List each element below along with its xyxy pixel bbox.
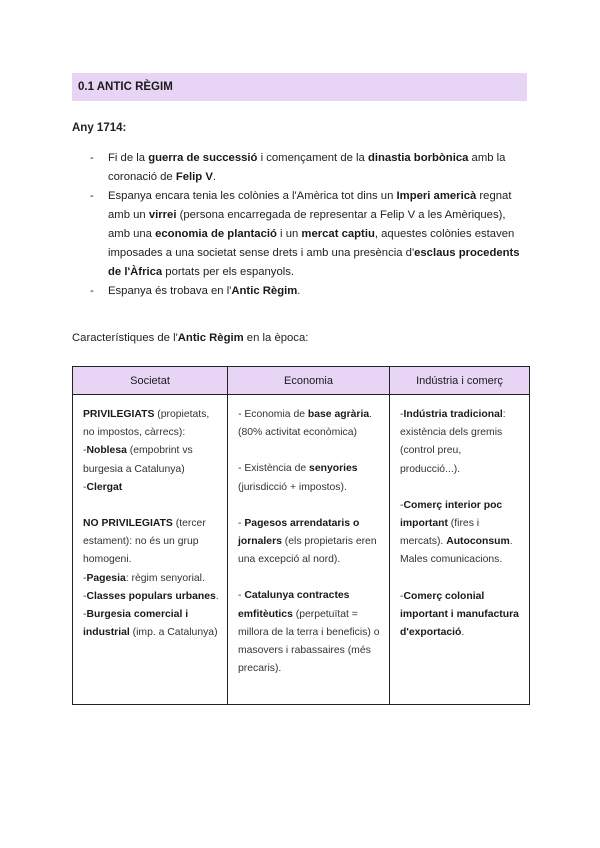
bullet-text	[108, 152, 505, 183]
text-run: Espanya és trobava en l'	[108, 285, 232, 297]
bold-text: mercat captiu	[301, 228, 375, 240]
cell-block	[238, 587, 381, 678]
bold-text: Pagesos arrendataris o jornalers	[238, 517, 360, 548]
text-run: .	[461, 627, 465, 639]
bullet-list	[88, 149, 528, 301]
text-run: Fi de la	[108, 152, 149, 164]
text-run: . Males comunicacions.	[400, 536, 513, 566]
bold-text: Classes populars urbanes	[86, 590, 216, 602]
text-run: , aquestes colònies estaven imposades a una societat sense drets i amb una presència d'	[108, 228, 515, 259]
text-run: (propietats, no impostos, càrrecs):	[83, 409, 210, 439]
bold-text: Imperi americà	[396, 190, 477, 202]
text-run: -	[83, 572, 87, 584]
text-run: (perpetuïtat = millora de la terra i beneficis) o masovers i rabassaires (més precaris).	[238, 608, 380, 675]
bold-text: Catalunya contractes emfitèutics	[238, 590, 350, 620]
bold-text: dinastia borbònica	[367, 152, 469, 164]
cell-block	[400, 497, 521, 570]
bold-text: senyories	[309, 463, 358, 475]
text-run: i un	[276, 228, 302, 240]
text-run: Espanya encara tenia les colònies a l'Amèrica tot dins un	[108, 190, 397, 202]
text-run: : existència dels gremis (control preu, producció...).	[400, 409, 506, 475]
characteristics-table	[72, 366, 530, 705]
table-row	[73, 395, 530, 705]
text-run: .	[297, 285, 301, 297]
text-run: -	[400, 499, 404, 511]
cell-block	[83, 515, 219, 642]
bold-text: NO PRIVILEGIATS	[83, 518, 173, 530]
cell-industria	[390, 395, 530, 705]
list-item	[88, 149, 528, 187]
text-run: .	[215, 590, 219, 602]
list-item	[88, 282, 528, 301]
list-item	[88, 187, 528, 282]
bold-text: Autoconsum	[446, 536, 510, 548]
bold-text: virrei	[148, 209, 177, 221]
text-run: -	[83, 445, 87, 457]
text-run: .	[212, 171, 217, 183]
text-run: (persona encarregada de representar a Felip V a les Amèriques), amb una	[108, 209, 506, 240]
text-run: . (80% activitat econòmica)	[238, 409, 373, 439]
column-header-societat: Societat	[73, 367, 228, 395]
bold-text: Felip V	[175, 171, 213, 183]
bold-text: economia de plantació	[155, 228, 277, 240]
text-run: (imp. a Catalunya)	[129, 627, 218, 639]
bullet-marker: -	[90, 152, 94, 164]
cell-block	[83, 406, 219, 497]
text-run: (fires i mercats).	[400, 518, 480, 548]
text-run: -	[400, 590, 404, 602]
text-run: - Economia de	[238, 409, 308, 420]
bold-text: PRIVILEGIATS	[83, 409, 155, 420]
text-run: en la època:	[243, 332, 309, 344]
text-run: regnat amb un	[108, 190, 512, 221]
cell-societat	[73, 395, 228, 705]
bold-text: Burgesia comercial i industrial	[83, 609, 189, 639]
column-header-industria: Indústria i comerç	[390, 367, 530, 395]
text-run: amb la coronació de	[108, 152, 506, 183]
bold-text: Comerç interior poc important	[400, 499, 503, 530]
table-header-row	[73, 367, 530, 395]
cell-block	[238, 515, 381, 570]
intro-text	[72, 329, 308, 348]
text-run: -	[83, 590, 87, 602]
cell-economia	[228, 395, 390, 705]
bold-text: Pagesia	[86, 572, 126, 584]
text-run: (tercer estament): no és un grup homogeni.	[83, 518, 206, 566]
bullet-marker: -	[90, 190, 94, 202]
bold-text: Antic Règim	[231, 285, 298, 297]
bullet-text	[108, 285, 300, 297]
cell-block	[238, 406, 381, 442]
bold-text: Antic Règim	[177, 332, 244, 344]
bold-text: Clergat	[86, 481, 123, 493]
column-header-economia: Economia	[228, 367, 390, 395]
bullet-text	[108, 190, 520, 278]
text-run: i començament de la	[257, 152, 368, 164]
year-heading: Any 1714:	[72, 122, 127, 134]
text-run: (els propietaris eren una excepció al nord).	[238, 536, 377, 566]
text-run: -	[238, 590, 245, 602]
bullet-marker: -	[90, 285, 94, 297]
text-run: Característiques de l'	[72, 332, 178, 344]
bold-text: base agrària	[307, 409, 370, 420]
text-run: : règim senyorial.	[125, 572, 205, 584]
bold-text: Noblesa	[86, 445, 127, 457]
text-run: -	[400, 409, 404, 420]
cell-block	[400, 588, 521, 643]
text-run: portats per els espanyols.	[162, 266, 295, 278]
bold-text: guerra de successió	[148, 152, 258, 164]
text-run: - Existència de	[238, 463, 310, 475]
section-title: 0.1 ANTIC RÈGIM	[72, 73, 527, 101]
bold-text: Comerç colonial important i manufactura d'exportació	[400, 590, 519, 639]
text-run: -	[83, 481, 87, 493]
bold-text: esclaus procedents de l'Àfrica	[108, 247, 520, 278]
bold-text: Indústria tradicional	[403, 409, 503, 420]
text-run: -	[83, 609, 87, 621]
text-run: (jurisdicció + impostos).	[238, 481, 347, 493]
text-run: -	[238, 517, 245, 529]
cell-block	[238, 460, 381, 496]
text-run: (empobrint vs burgesia a Catalunya)	[83, 445, 193, 475]
cell-block	[400, 406, 521, 479]
